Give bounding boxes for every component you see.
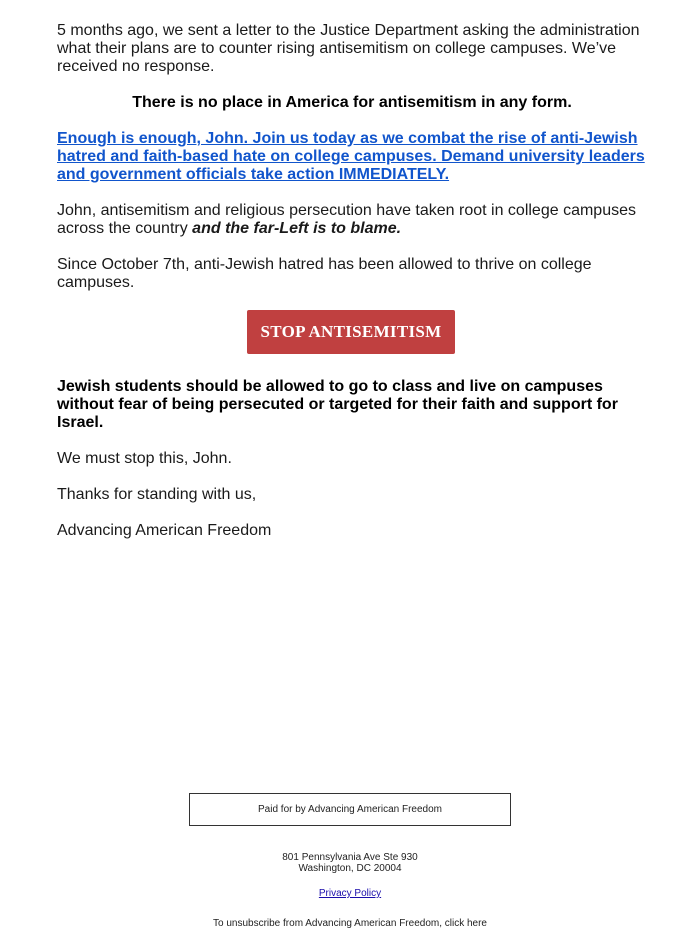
address-line-1: 801 Pennsylvania Ave Ste 930 bbox=[282, 852, 418, 863]
signature: Advancing American Freedom bbox=[57, 522, 272, 539]
blame-emphasis: and the far-Left is to blame. bbox=[192, 220, 402, 237]
blame-text: John, antisemitism and religious persecution have taken root in college campuses across the country bbox=[57, 202, 636, 237]
privacy-container bbox=[0, 888, 700, 899]
intro-paragraph: 5 months ago, we sent a letter to the Justice Department asking the administration what their plans are to counter rising antisemitism on college campuses. We’ve received no response. bbox=[57, 22, 640, 75]
address-line-2: Washington, DC 20004 bbox=[298, 863, 402, 874]
stop-antisemitism-button[interactable]: STOP ANTISEMITISM bbox=[247, 310, 455, 354]
privacy-policy-link[interactable]: Privacy Policy bbox=[318, 888, 382, 899]
paid-for-disclaimer: Paid for by Advancing American Freedom bbox=[189, 793, 511, 826]
unsubscribe-text[interactable]: To unsubscribe from Advancing American Freedom, click here bbox=[212, 918, 487, 929]
stop-this-paragraph: We must stop this, John. bbox=[57, 450, 232, 467]
call-to-action-link[interactable]: Enough is enough, John. Join us today as we combat the rise of anti-Jewish hatred and faith-based hate on college campuses. Demand university leaders and government officials take action IMMEDIATELY. bbox=[57, 130, 645, 183]
headline: There is no place in America for antisemitism in any form. bbox=[132, 94, 572, 111]
email-footer bbox=[0, 793, 700, 929]
call-to-action-paragraph bbox=[57, 130, 647, 184]
blame-paragraph bbox=[57, 202, 647, 238]
cta-button-wrapper bbox=[57, 310, 647, 354]
mailing-address bbox=[0, 852, 700, 874]
email-body bbox=[57, 22, 647, 558]
closing-line: Thanks for standing with us, bbox=[57, 486, 257, 503]
october-paragraph: Since October 7th, anti-Jewish hatred has been allowed to thrive on college campuses. bbox=[57, 256, 592, 291]
students-statement: Jewish students should be allowed to go to class and live on campuses without fear of being persecuted or targeted for their faith and support for Israel. bbox=[57, 378, 618, 431]
